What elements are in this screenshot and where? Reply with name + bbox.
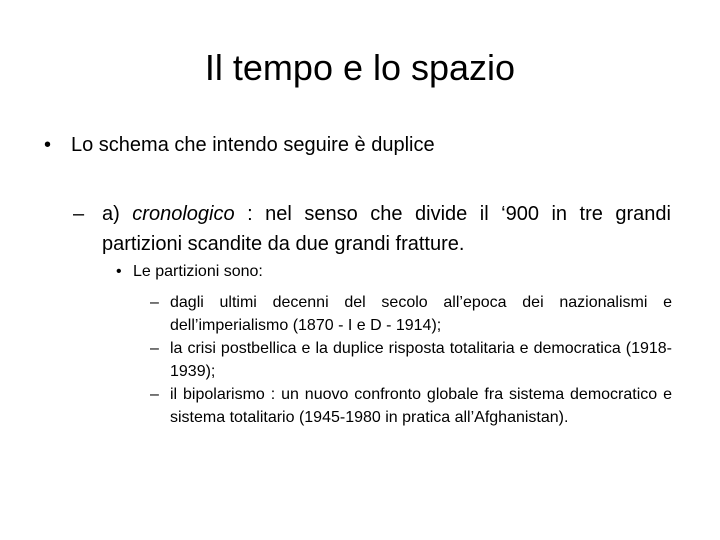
bullet-text: Lo schema che intendo seguire è duplice [71,134,435,156]
bullet-text-lead: a) [102,203,133,225]
bullet-text [102,199,671,259]
slide-title: Il tempo e lo spazio [204,47,516,88]
dash-icon: – [150,294,159,311]
dash-icon: – [73,203,85,225]
dash-icon: – [150,340,159,357]
bullet-icon: • [116,263,122,280]
dash-icon: – [150,386,159,403]
bullet-text: Le partizioni sono: [133,263,263,280]
bullet-text: dagli ultimi decenni del secolo all’epoca dei nazionalismi e dell’imperialismo (1870 - I e D - 1914); [170,294,672,334]
bullet-text: il bipolarismo : un nuovo confronto globale fra sistema democratico e sistema totalitario (1945-1980 in pratica all’Afghanistan). [170,386,672,426]
bullet-text: la crisi postbellica e la duplice risposta totalitaria e democratica (1918-1939); [170,340,672,380]
bullet-icon: • [44,134,52,156]
bullet-text-rest: : nel senso che divide il ‘900 in tre grandi partizioni scandite da due grandi fratture. [102,203,671,255]
bullet-text-emphasis: cronologico [132,203,235,225]
